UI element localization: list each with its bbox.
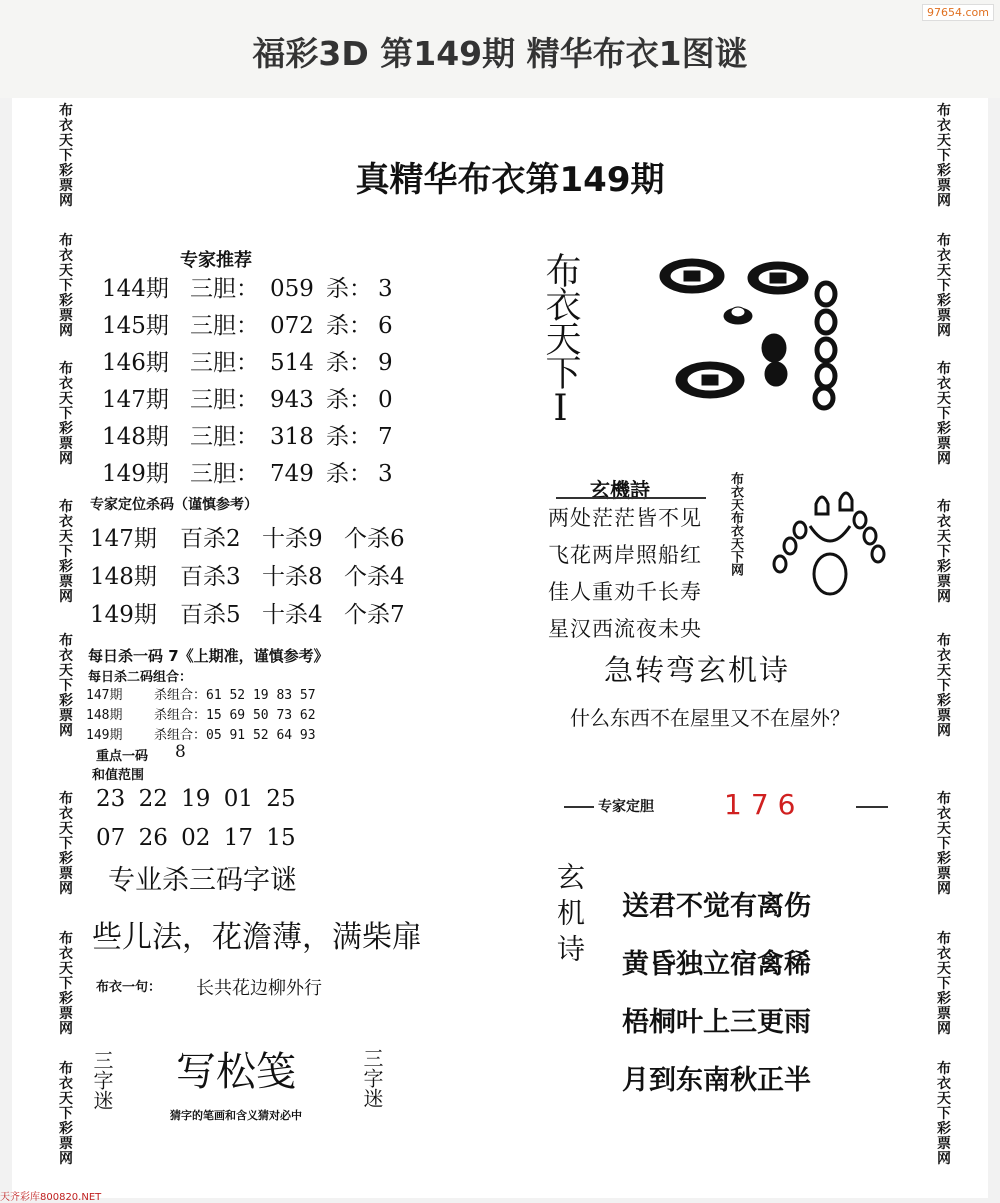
side-label-char: 衣 xyxy=(937,376,951,392)
expert-heading: 专家推荐 xyxy=(180,250,252,271)
riddle-text: 些儿法，花澹薄，满柴扉 xyxy=(92,920,422,955)
side-label-char: 天 xyxy=(937,529,951,545)
side-label-char: 票 xyxy=(937,574,951,590)
side-label-char: 天 xyxy=(937,821,951,837)
side-label-char: 彩 xyxy=(937,693,951,709)
side-label-char: 天 xyxy=(937,391,951,407)
side-label-char: 票 xyxy=(59,708,73,724)
sum-range-label: 和值范围 xyxy=(92,768,145,783)
side-label-char: 下 xyxy=(937,1106,951,1122)
poem-tag: 玄机诗 xyxy=(553,862,586,970)
side-label-char: 票 xyxy=(937,866,951,882)
side-label-char: 天 xyxy=(937,663,951,679)
side-label-char: 衣 xyxy=(937,118,951,134)
poem-line: 送君不觉有离伤 xyxy=(622,891,811,922)
side-label-char: 票 xyxy=(937,1136,951,1152)
side-label-char: 衣 xyxy=(59,946,73,962)
side-label-char: 天 xyxy=(59,263,73,279)
side-label xyxy=(55,104,77,209)
side-label-char: 天 xyxy=(937,133,951,149)
side-label-char: 衣 xyxy=(59,248,73,264)
side-label-char: 下 xyxy=(59,278,73,294)
side-label-char: 彩 xyxy=(59,991,73,1007)
side-label xyxy=(933,792,955,897)
side-label-char: 彩 xyxy=(59,421,73,437)
side-label-char: 布 xyxy=(937,931,951,947)
position-row: 148期 百杀3 十杀8 个杀4 xyxy=(90,564,405,590)
poem-line: 月到东南秋正半 xyxy=(622,1065,811,1096)
side-label-char: 天 xyxy=(59,529,73,545)
side-label-char: 网 xyxy=(59,1021,73,1037)
bead-icon xyxy=(794,522,806,538)
picture-vertical-text: 布衣天下I xyxy=(540,252,581,427)
coin-illustration xyxy=(650,248,850,418)
arc-icon xyxy=(810,526,850,541)
daily-kill-one: 每日杀一码 7《上期准，谨慎参考》 xyxy=(88,647,329,665)
figure-illustration xyxy=(770,486,900,606)
side-label-char: 彩 xyxy=(59,559,73,575)
position-kill-list xyxy=(90,520,405,634)
side-label-char: 票 xyxy=(59,574,73,590)
side-label-char: 彩 xyxy=(937,559,951,575)
turn-heading: 急转弯玄机诗 xyxy=(604,653,791,687)
side-label-char: 布 xyxy=(59,103,73,119)
side-label-char: 布 xyxy=(937,499,951,515)
side-label-char: 票 xyxy=(59,308,73,324)
side-label-char: 衣 xyxy=(59,376,73,392)
side-label-char: 天 xyxy=(59,133,73,149)
side-label-char: 网 xyxy=(59,881,73,897)
key-number-value: 8 xyxy=(175,742,186,762)
poem-line: 梧桐叶上三更雨 xyxy=(622,1007,811,1038)
side-label-char: 布 xyxy=(937,233,951,249)
side-label-char: 下 xyxy=(937,148,951,164)
bead-icon xyxy=(872,546,884,562)
side-label-char: 票 xyxy=(937,436,951,452)
flame-icon xyxy=(816,497,828,514)
urn-icon xyxy=(814,554,846,594)
side-label-char: 布 xyxy=(59,791,73,807)
side-label-char: 天 xyxy=(59,1091,73,1107)
sum-row-1: 23 22 19 01 25 xyxy=(96,786,296,812)
combo-row: 148期 杀组合：15 69 50 73 62 xyxy=(86,708,316,723)
xuanji-lines xyxy=(548,502,702,650)
coin-hole xyxy=(684,271,700,281)
riddle-heading: 专业杀三码字谜 xyxy=(108,865,297,896)
side-label-char: 网 xyxy=(937,589,951,605)
side-label-char: 布 xyxy=(937,103,951,119)
side-label-char: 布 xyxy=(59,1061,73,1077)
daily-combo-list xyxy=(86,684,316,744)
side-label-char: 彩 xyxy=(59,693,73,709)
side-label xyxy=(55,634,77,739)
side-label-char: 票 xyxy=(937,708,951,724)
side-label-char: 彩 xyxy=(937,851,951,867)
side-label-char: 下 xyxy=(937,406,951,422)
key-number-label: 重点一码 xyxy=(96,749,149,764)
side-label-char: 网 xyxy=(59,1151,73,1167)
xuanji-heading: 玄機詩 xyxy=(590,478,650,502)
xuanji-line: 两处茫茫皆不见 xyxy=(548,506,702,530)
position-row: 147期 百杀2 十杀9 个杀6 xyxy=(90,526,405,552)
side-label-char: 彩 xyxy=(937,421,951,437)
side-label-char: 衣 xyxy=(937,648,951,664)
side-label-char: 票 xyxy=(59,436,73,452)
xuanji-side-tag: 布衣天布衣天下网 xyxy=(728,472,743,576)
side-label-char: 衣 xyxy=(59,806,73,822)
side-label-char: 天 xyxy=(937,263,951,279)
xuanji-underline xyxy=(556,497,706,499)
bead-icon xyxy=(774,556,786,572)
buyi-text: 长共花边柳外行 xyxy=(196,978,322,999)
combo-row: 147期 杀组合：61 52 19 83 57 xyxy=(86,688,316,703)
side-label xyxy=(933,362,955,467)
black-stone-icon xyxy=(765,362,787,386)
expert-row: 149期 三胆： 749 杀： 3 xyxy=(102,461,393,487)
side-label xyxy=(55,932,77,1037)
ingot-inner xyxy=(731,307,745,317)
side-label-char: 下 xyxy=(937,678,951,694)
page-title: 福彩3D 第149期 精华布衣1图谜 xyxy=(252,34,748,73)
side-label-char: 下 xyxy=(937,836,951,852)
xuanji-line: 飞花两岸照船红 xyxy=(548,543,702,567)
side-label-char: 票 xyxy=(59,866,73,882)
riddle-center: 写松笺 xyxy=(176,1049,296,1095)
expert-row: 145期 三胆： 072 杀： 6 xyxy=(102,313,393,339)
site-watermark[interactable]: 97654.com xyxy=(922,4,994,21)
side-label xyxy=(933,500,955,605)
side-label-char: 衣 xyxy=(59,1076,73,1092)
side-label-char: 网 xyxy=(59,451,73,467)
poem-lines xyxy=(622,884,811,1116)
side-label-char: 彩 xyxy=(937,293,951,309)
side-label xyxy=(933,932,955,1037)
position-row: 149期 百杀5 十杀4 个杀7 xyxy=(90,602,405,628)
side-label-char: 天 xyxy=(59,663,73,679)
side-label xyxy=(55,792,77,897)
turn-question: 什么东西不在屋里又不在屋外？ xyxy=(570,706,850,730)
dan-value: 176 xyxy=(724,788,805,821)
side-label-char: 下 xyxy=(59,678,73,694)
side-label-char: 下 xyxy=(59,544,73,560)
side-label-char: 网 xyxy=(59,723,73,739)
side-label-char: 彩 xyxy=(59,293,73,309)
side-label xyxy=(933,104,955,209)
footer-link[interactable]: 天齐彩库800820.NET xyxy=(0,1192,102,1203)
flame-icon xyxy=(840,493,852,510)
expert-row: 147期 三胆： 943 杀： 0 xyxy=(102,387,393,413)
side-label xyxy=(933,234,955,339)
dan-rule-left xyxy=(564,806,594,808)
side-label-char: 衣 xyxy=(937,514,951,530)
ring-icon xyxy=(815,388,833,408)
side-label-char: 布 xyxy=(59,633,73,649)
ring-icon xyxy=(817,311,835,333)
side-label-char: 天 xyxy=(937,961,951,977)
side-label-char: 衣 xyxy=(59,648,73,664)
ring-icon xyxy=(817,339,835,361)
side-label-char: 下 xyxy=(937,544,951,560)
main-title: 真精华布衣第149期 xyxy=(355,160,665,200)
side-label-char: 天 xyxy=(59,821,73,837)
side-label-char: 网 xyxy=(937,881,951,897)
expert-list xyxy=(102,270,393,492)
side-label-char: 布 xyxy=(59,499,73,515)
side-label xyxy=(55,234,77,339)
expert-row: 148期 三胆： 318 杀： 7 xyxy=(102,424,393,450)
sum-row-2: 07 26 02 17 15 xyxy=(96,825,296,851)
side-label-char: 票 xyxy=(937,308,951,324)
side-label-char: 布 xyxy=(937,1061,951,1077)
coin-hole xyxy=(702,375,718,385)
side-label-char: 衣 xyxy=(937,806,951,822)
side-label-char: 彩 xyxy=(59,851,73,867)
bead-icon xyxy=(864,528,876,544)
side-label-char: 网 xyxy=(937,1151,951,1167)
side-label-char: 衣 xyxy=(59,118,73,134)
side-label-char: 布 xyxy=(59,233,73,249)
side-label-char: 下 xyxy=(937,976,951,992)
ring-icon xyxy=(817,365,835,387)
expert-row: 144期 三胆： 059 杀： 3 xyxy=(102,276,393,302)
side-label-char: 天 xyxy=(59,391,73,407)
side-label-char: 票 xyxy=(937,178,951,194)
side-label-char: 布 xyxy=(937,361,951,377)
side-label-char: 衣 xyxy=(937,248,951,264)
position-kill-heading: 专家定位杀码（谨慎参考） xyxy=(90,497,258,513)
side-label-char: 下 xyxy=(59,836,73,852)
side-label-char: 彩 xyxy=(937,163,951,179)
black-stone-icon xyxy=(762,334,786,362)
side-label-char: 网 xyxy=(937,193,951,209)
buyi-label: 布衣一句： xyxy=(96,980,162,995)
side-label-char: 网 xyxy=(59,323,73,339)
side-label-char: 彩 xyxy=(59,1121,73,1137)
side-label-char: 天 xyxy=(59,961,73,977)
coin-hole xyxy=(770,273,786,283)
xuanji-line: 星汉西流夜未央 xyxy=(548,617,702,641)
side-label-char: 布 xyxy=(937,633,951,649)
side-label-char: 票 xyxy=(937,1006,951,1022)
side-label-char: 下 xyxy=(59,406,73,422)
combo-row: 149期 杀组合：05 91 52 64 93 xyxy=(86,728,316,743)
side-label-char: 票 xyxy=(59,1136,73,1152)
xuanji-line: 佳人重劝千长寿 xyxy=(548,580,702,604)
side-label-char: 彩 xyxy=(937,991,951,1007)
side-label xyxy=(933,1062,955,1167)
side-label-char: 衣 xyxy=(937,1076,951,1092)
side-label-char: 网 xyxy=(59,193,73,209)
side-label-char: 布 xyxy=(59,361,73,377)
bead-icon xyxy=(854,512,866,528)
left-riddle-tag: 三字迷 xyxy=(90,1050,114,1110)
side-label-char: 下 xyxy=(59,1106,73,1122)
poem-line: 黄昏独立宿禽稀 xyxy=(622,949,811,980)
side-label xyxy=(933,634,955,739)
side-label-char: 网 xyxy=(59,589,73,605)
side-label-char: 票 xyxy=(59,1006,73,1022)
side-label xyxy=(55,500,77,605)
side-label-char: 布 xyxy=(937,791,951,807)
side-label-char: 布 xyxy=(59,931,73,947)
daily-kill-two-heading: 每日杀二码组合： xyxy=(88,670,193,685)
side-label xyxy=(55,362,77,467)
side-label-char: 下 xyxy=(59,976,73,992)
side-label-char: 天 xyxy=(937,1091,951,1107)
side-label-char: 票 xyxy=(59,178,73,194)
dan-label: 专家定胆 xyxy=(598,799,654,815)
bead-icon xyxy=(784,538,796,554)
dan-rule-right xyxy=(856,806,888,808)
right-riddle-tag: 三字迷 xyxy=(360,1048,384,1108)
side-label-char: 衣 xyxy=(937,946,951,962)
side-label-char: 网 xyxy=(937,323,951,339)
expert-row: 146期 三胆： 514 杀： 9 xyxy=(102,350,393,376)
side-label-char: 下 xyxy=(937,278,951,294)
side-label-char: 彩 xyxy=(59,163,73,179)
riddle-note: 猜字的笔画和含义猜对必中 xyxy=(170,1109,302,1122)
side-label xyxy=(55,1062,77,1167)
side-label-char: 彩 xyxy=(937,1121,951,1137)
side-label-char: 网 xyxy=(937,451,951,467)
side-label-char: 衣 xyxy=(59,514,73,530)
ring-icon xyxy=(817,283,835,305)
side-label-char: 网 xyxy=(937,723,951,739)
side-label-char: 下 xyxy=(59,148,73,164)
side-label-char: 网 xyxy=(937,1021,951,1037)
